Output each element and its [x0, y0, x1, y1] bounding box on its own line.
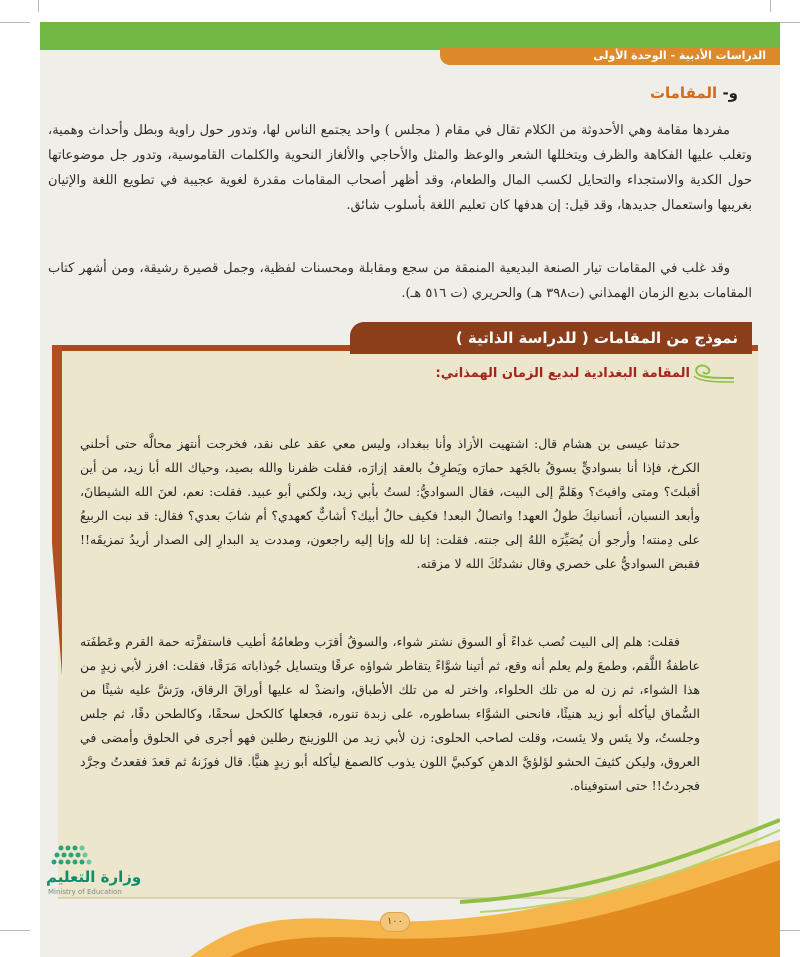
unit-header-tab: الدراسات الأدبية - الوحدة الأولى	[440, 47, 780, 65]
section-heading	[650, 84, 738, 102]
crop-mark	[38, 0, 39, 12]
self-study-ribbon-title: نموذج من المقامات ( للدراسة الذاتية )	[350, 322, 752, 354]
story-paragraph: حدثنا عيسى بن هشام قال: اشتهيت الأزاذ وأنا ببغداد، وليس معي عقد على نقد، فخرجت أنتهز محالَّه حتى أحلني الكرخ، فإذا أنا بسواديٍّ يسوقُ بالجَهد حمارَه ويَطرِفُ بالعقد إزارَه، فقلت ظفرنا والله بصيد، وحياك الله أبا زيد، من أين أقبلتَ؟ ومتى وافيتَ؟ وهَلمَّ إلى البيت، فقال السواديُّ: لستُ بأبي زيد، ولكني أبو عبيد. فقلت: نعم، لعنَ الله الشيطانَ، وأبعد النسيان، أنسانيكَ طولُ العهد! واتصالُ البعد! فكيف حالُ أبيك؟ أشابٌّ كعهدي؟ أم شابَ بعدي؟ فقال: قد نبت الربيعُ على دِمنته! وأرجو أن يُصَيِّرَه اللهُ إلى جنته. فقلت: إنا لله وإنا إليه راجعون، ومددت يد البدارِ إلى الصدار أريدُ تمزيقَه!! فقبض السواديُّ على خصري وقال نشدتُكَ الله لا مزقته.	[80, 436, 700, 571]
ministry-name-english: Ministry of Education	[48, 888, 122, 896]
ministry-logo	[46, 840, 156, 900]
crop-mark	[770, 0, 771, 12]
ministry-logo-dots-icon	[48, 840, 108, 868]
intro-paragraph: وقد غلب في المقامات تيار الصنعة البديعية المنمقة من سجع ومقابلة ومحسنات لفظية، وجمل قصيرة رشيقة، ومن أشهر كتاب المقامات بديع الزمان الهمذاني (ت٣٩٨ هـ) والحريري (ت ٥١٦ هـ).	[48, 261, 752, 301]
story-paragraph: فقلت: هلم إلى البيت نُصب غداءً أو السوق نشتر شواء، والسوقُ أقرَب وطعامُهُ أطيب فاستفزَّته حمة القرم وعَطفَته عاطفةُ اللَّقم، وطمعَ ولم يعلم أنه وقع، ثم أتينا شوَّاءً يتقاطر شواؤه عرقًا ويتسايل جُوذاباته مَرَقًا، فقلت: افرز لأبي زيدٍ من هذا الشواء، ثم زن له من تلك الحلواء، واختر له من تلك الأطباق، وانضدْ له عليها أوراقَ الرقاق، ورَشَّ عليه شيئًا من السُّماق ليأكله أبو زيد هنيئًا، فانحنى الشوَّاء بساطوره، على زبدة تنوره، فجعلها كالكحل سحقًا، وكالطحن دقًا، ثم جلس وجلستُ، ولا يئس ولا يئست، وقلت لصاحب الحلوى: زن لأبي زيد من اللوزينج رطلين فهو أجرى في الحلوق وأمضى في العروق، وليكن كثيفَ الحشو لؤلؤيَّ الدهنِ كوكبيَّ اللون يذوب كالصمغ ليأكله أبو زيدٍ هنيًّا. قال فوزَنهُ ثم قعدَ فقعدتُ وجرَّد فجردتُ!! حتى استوفيناه.	[80, 634, 700, 793]
ministry-name-arabic: وزارة التعليم	[46, 868, 142, 886]
intro-paragraph: مفردها مقامة وهي الأحدوثة من الكلام تقال في مقام ( مجلس ) واحد يجتمع الناس لها، وتدور حول راوية وبطل وأحداث وهمية، وتغلب عليها الفكاهة والظرف ويتخللها الشعر والوعظ والمثل والأحاجي والألغاز النحوية والكلمات القاموسية، وتدور جل موضوعاتها حول الكدية والاستجداء والتحايل لكسب المال والطعام، وقد أظهر أصحاب المقامات مقدرة لغوية عجيبة في تطويع اللغة والإتيان بغريبها واستعمال جديدها، وقد قيل: إن هدفها كان تعليم اللغة بأسلوب شائق.	[48, 123, 752, 213]
crop-mark	[0, 22, 30, 23]
swirl-icon	[688, 360, 736, 390]
crop-mark	[0, 930, 30, 931]
top-green-bar	[40, 22, 780, 50]
maqama-subheading: المقامة البغدادية لبديع الزمان الهمذاني:	[435, 366, 690, 381]
page-number: ١٠٠	[380, 912, 410, 932]
section-letter: و-	[722, 84, 738, 102]
section-title: المقامات	[649, 84, 718, 102]
